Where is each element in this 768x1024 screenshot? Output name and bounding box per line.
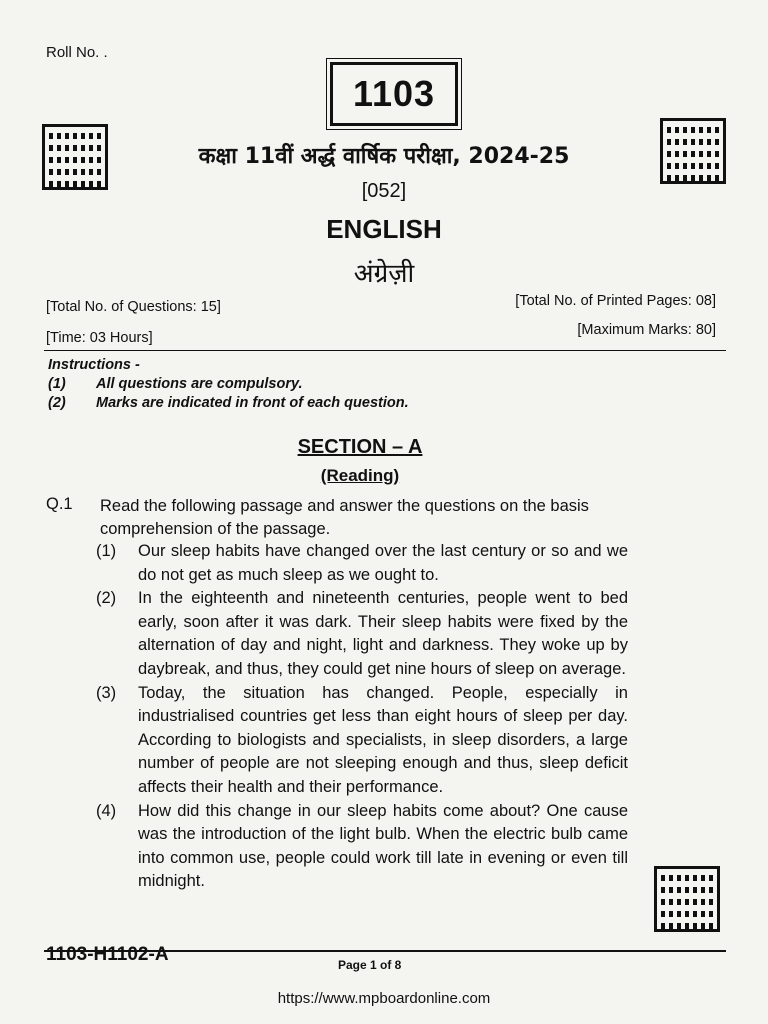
- divider: [44, 350, 726, 351]
- paragraph-text: Our sleep habits have changed over the last century or so and we do not get as much sleep as we ought to.: [138, 542, 628, 584]
- paper-code-box: 1103: [330, 62, 458, 126]
- paragraph-number: (2): [96, 589, 117, 608]
- passage: [96, 540, 628, 894]
- paragraph-text: In the eighteenth and nineteenth centuries, people went to bed early, soon after it was dark. Their sleep habits were fixed by the alternation of day and night, light and darkness. They woke up by daybreak, and thus, they could get nine hours of sleep on average.: [138, 589, 628, 678]
- paragraph-number: (3): [96, 683, 117, 702]
- question-text: Read the following passage and answer the questions on the basis comprehension of the passage.: [100, 497, 589, 538]
- instruction-item: [48, 394, 409, 413]
- total-questions: [Total No. of Questions: 15]: [46, 299, 221, 315]
- question-number: Q.1: [46, 495, 73, 513]
- footer-paper-code: 1103-H1102-A: [46, 944, 169, 965]
- paragraph-number: (1): [96, 542, 117, 560]
- paragraph-number: (4): [96, 801, 117, 820]
- instruction-text: Marks are indicated in front of each question.: [96, 395, 409, 411]
- passage-paragraph: [96, 682, 628, 800]
- instruction-text: All questions are compulsory.: [96, 376, 303, 392]
- subject-title: ENGLISH: [326, 214, 442, 244]
- paragraph-text: How did this change in our sleep habits come about? One cause was the introduction of the light bulb. When the electric bulb came into common use, people could work till late in evening or even till midnight.: [138, 801, 628, 891]
- subject-title-hindi: अंग्रेज़ी: [353, 259, 415, 289]
- instruction-number: (1): [48, 376, 66, 392]
- exam-time: [Time: 03 Hours]: [46, 330, 153, 346]
- subject-code: [052]: [361, 180, 407, 202]
- maximum-marks: [Maximum Marks: 80]: [577, 322, 716, 338]
- page-number: Page 1 of 8: [338, 958, 402, 972]
- source-url[interactable]: https://www.mpboardonline.com: [277, 990, 491, 1007]
- instruction-item: [48, 375, 409, 394]
- section-title: SECTION – A: [297, 436, 423, 458]
- instruction-number: (2): [48, 395, 66, 411]
- passage-paragraph: [96, 540, 628, 587]
- passage-paragraph: [96, 800, 628, 894]
- section-subtitle: (Reading): [320, 466, 400, 485]
- roll-number-label: Roll No. .: [46, 44, 108, 61]
- instructions-heading: Instructions -: [48, 357, 140, 373]
- printed-pages: [Total No. of Printed Pages: 08]: [515, 293, 716, 309]
- instructions: [48, 356, 409, 413]
- exam-title: कक्षा 11वीं अर्द्ध वार्षिक परीक्षा, 2024-25: [198, 144, 570, 169]
- passage-paragraph: [96, 587, 628, 681]
- qr-code-icon: [654, 866, 720, 932]
- paragraph-text: Today, the situation has changed. People, especially in industrialised countries get less than eight hours of sleep per day. According to biologists and specialists, in sleep disorders, a large number of people are not sleeping enough and thus, sleep deficit affects their health and their performance.: [138, 683, 628, 796]
